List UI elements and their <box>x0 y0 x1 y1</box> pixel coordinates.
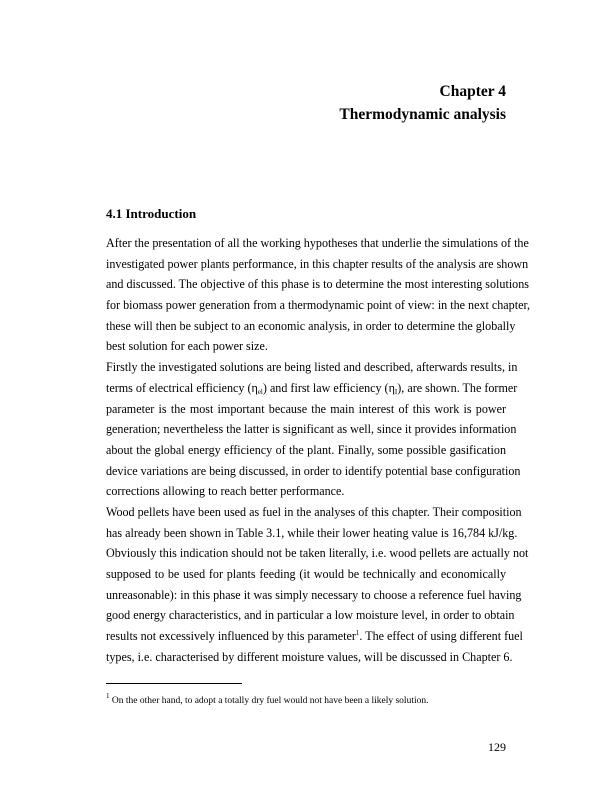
text-segment: supposed to be used for plants feeding (it would be technically and economically <box>106 567 506 581</box>
text-line <box>106 585 522 606</box>
text-segment: Firstly the investigated solutions are being listed and described, afterwards results, in <box>106 360 518 375</box>
text-segment: device variations are being discussed, in order to identify potential base configuration <box>106 463 521 478</box>
text-segment: . The effect of using different fuel <box>359 629 523 644</box>
text-segment: ) and first law efficiency (η <box>262 380 395 395</box>
text-segment: and discussed. The objective of this phase is to determine the most interesting solutions <box>106 277 529 292</box>
text-segment: investigated power plants performance, in this chapter results of the analysis are shown <box>106 256 529 271</box>
footnote-text: On the other hand, to adopt a totally dry fuel would not have been a likely solution. <box>109 696 429 706</box>
footnote <box>106 692 429 707</box>
text-line <box>106 626 523 647</box>
text-line <box>106 523 518 544</box>
text-segment: about the global energy efficiency of the plant. Finally, some possible gasification <box>106 442 506 457</box>
text-line <box>106 295 531 316</box>
text-line <box>106 419 517 440</box>
text-segment: types, i.e. characterised by different moisture values, will be discussed in Chapter 6. <box>106 649 513 664</box>
section-heading: 4.1 Introduction <box>106 206 197 221</box>
text-segment: After the presentation of all the working hypotheses that underlie the simulations of the <box>106 236 529 250</box>
footnote-mark: 1 <box>106 692 110 700</box>
text-segment: has already been shown in Table 3.1, while their lower heating value is 16,784 kJ/kg. <box>106 525 518 540</box>
footnote-reference: 1 <box>355 629 360 638</box>
text-segment: good energy characteristics, and in particular a low moisture level, in order to obtain <box>106 608 515 623</box>
text-line <box>106 440 506 461</box>
text-line <box>106 564 506 585</box>
text-line <box>106 605 515 626</box>
text-segment: ), are shown. The former <box>397 380 518 395</box>
text-line <box>106 336 506 357</box>
chapter-title: Thermodynamic analysis <box>339 106 506 123</box>
text-line <box>106 502 522 523</box>
text-segment: for biomass power generation from a thermodynamic point of view: in the next chapter, <box>106 298 531 313</box>
chapter-number: Chapter 4 <box>439 83 506 100</box>
text-segment: generation; nevertheless the latter is significant as well, since it provides information <box>106 422 517 437</box>
footnote-divider <box>106 683 242 684</box>
text-line <box>106 543 529 564</box>
text-segment: these will then be subject to an economic analysis, in order to determine the globally <box>106 318 516 333</box>
text-line <box>106 254 529 275</box>
text-line <box>106 461 521 482</box>
text-segment: best solution for each power size. <box>106 339 268 354</box>
text-segment: corrections allowing to reach better performance. <box>106 484 345 499</box>
text-segment: terms of electrical efficiency (η <box>106 380 258 395</box>
body-text <box>106 233 531 667</box>
text-line <box>106 233 529 254</box>
text-segment: Wood pellets have been used as fuel in the analyses of this chapter. Their composition <box>106 504 522 519</box>
text-line <box>106 274 529 295</box>
text-segment: Obviously this indication should not be taken literally, i.e. wood pellets are actually not <box>106 546 529 561</box>
page-number: 129 <box>488 740 506 754</box>
subscript: el <box>257 387 263 396</box>
text-segment: parameter is the most important because the main interest of this work is power <box>106 401 506 416</box>
text-line <box>106 316 516 337</box>
text-line <box>106 357 518 378</box>
text-line <box>106 481 506 502</box>
text-segment: results not excessively influenced by this parameter <box>106 629 356 644</box>
text-line <box>106 378 518 399</box>
text-line <box>106 647 513 668</box>
text-segment: unreasonable): in this phase it was simply necessary to choose a reference fuel having <box>106 587 522 602</box>
text-line <box>106 399 506 420</box>
subscript: I <box>394 387 398 396</box>
